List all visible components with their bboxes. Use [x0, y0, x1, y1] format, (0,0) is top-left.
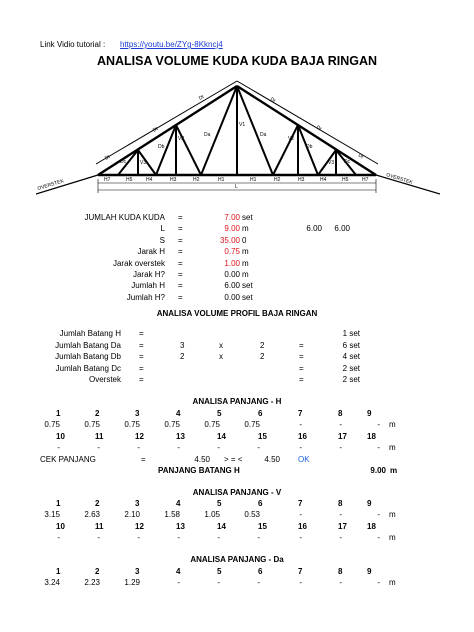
web-label-v2-right: V2	[288, 136, 295, 142]
grid-value: -	[57, 443, 60, 452]
grid-index: 8	[338, 499, 343, 508]
param-label: Jarak H?	[132, 270, 165, 279]
grid-index: 11	[95, 432, 104, 441]
param-label: Jarak overstek	[112, 258, 165, 268]
profil-row-total: 2 set	[342, 375, 360, 384]
profil-row-label: Jumlah Batang Da	[55, 340, 121, 350]
grid-index: 4	[176, 499, 181, 508]
profil-row-label: Jumlah Batang Dc	[55, 363, 121, 373]
profil-row-b: 2	[260, 340, 265, 350]
grid-value: 1.05	[204, 510, 220, 519]
grid-index: 7	[298, 567, 303, 576]
grid-value: -	[217, 578, 220, 587]
grid-index: 12	[135, 432, 144, 441]
param-eq: =	[178, 292, 183, 302]
grid-value: -	[217, 443, 220, 452]
profil-row-eq2: =	[299, 340, 304, 350]
grid-value: -	[377, 510, 380, 519]
param-label: Jumlah H?	[126, 292, 165, 302]
param-value: 7.00	[224, 213, 240, 222]
top-label-6: Dt	[356, 152, 365, 161]
grid-value: -	[377, 533, 380, 542]
panjang-da-title: ANALISA PANJANG - Da	[190, 555, 284, 564]
grid-index: 9	[367, 409, 372, 418]
grid-index: 3	[135, 499, 140, 508]
grid-value: 0.75	[44, 420, 60, 429]
grid-value: -	[137, 443, 140, 452]
grid-index: 15	[258, 432, 267, 441]
param-value: 9.00	[224, 224, 240, 234]
param-eq: =	[178, 270, 183, 279]
grid-index: 1	[56, 499, 61, 508]
param-value: 35.00	[219, 235, 240, 245]
param-value: 0.00	[224, 292, 240, 302]
param-unit: m	[242, 224, 249, 234]
panjang-batang-h-label: PANJANG BATANG H	[158, 466, 240, 475]
cek-panjang-eq: =	[141, 455, 146, 464]
cek-panjang-status: OK	[298, 455, 310, 464]
bottom-label-1: H7	[104, 177, 111, 183]
profil-row-eq: =	[139, 375, 144, 384]
top-label-4: Dt	[268, 96, 277, 105]
param-label: L	[160, 224, 165, 234]
param-unit: 0	[242, 235, 247, 245]
top-label-2: Dt	[151, 125, 160, 134]
grid-index: 2	[95, 409, 100, 418]
grid-index: 5	[217, 409, 222, 418]
grid-value: 3.15	[44, 510, 60, 519]
grid-value: 2.10	[124, 510, 140, 519]
grid-unit: m	[389, 533, 396, 542]
bottom-label-6: H1	[218, 177, 225, 183]
grid-value: -	[177, 443, 180, 452]
grid-index: 8	[338, 409, 343, 418]
param-label: Jumlah H	[131, 281, 165, 291]
grid-index: 1	[56, 409, 61, 418]
grid-value: -	[257, 533, 260, 542]
grid-index: 3	[135, 409, 140, 418]
param-unit: m	[242, 258, 249, 268]
grid-unit: m	[389, 420, 396, 429]
grid-value: -	[97, 533, 100, 542]
profil-row-eq2: =	[299, 352, 304, 361]
param-unit: set	[242, 281, 253, 291]
grid-index: 6	[258, 567, 263, 576]
bottom-label-7: H1	[250, 177, 257, 183]
grid-unit: m	[389, 578, 396, 587]
grid-value: -	[339, 443, 342, 452]
grid-index: 9	[367, 567, 372, 576]
profil-row-label: Overstek	[88, 375, 121, 384]
grid-value: -	[339, 420, 342, 429]
grid-value: -	[299, 443, 302, 452]
bottom-label-5: H2	[193, 177, 200, 183]
web-label-dc-right: Dc	[344, 159, 351, 165]
bottom-label-4: H3	[170, 177, 177, 183]
grid-value: -	[177, 533, 180, 542]
bottom-label-12: H7	[362, 177, 369, 183]
web-label-v2-left: V2	[178, 136, 185, 142]
grid-index: 17	[338, 432, 347, 441]
grid-index: 14	[217, 432, 226, 441]
param-extra: 6.00	[306, 224, 322, 234]
grid-index: 11	[95, 522, 104, 531]
grid-index: 18	[367, 522, 376, 531]
param-label: JUMLAH KUDA KUDA	[84, 213, 165, 222]
grid-index: 18	[367, 432, 376, 441]
param-unit: m	[242, 247, 249, 257]
cek-panjang-value-1: 4.50	[194, 455, 210, 464]
profil-row-total: 2 set	[342, 363, 360, 373]
grid-value: 0.75	[204, 420, 220, 429]
grid-index: 16	[298, 522, 307, 531]
rafter-outer-right	[237, 81, 378, 164]
grid-index: 10	[56, 432, 65, 441]
panjang-batang-h-unit: m	[390, 466, 398, 475]
grid-value: -	[377, 443, 380, 452]
video-link[interactable]: https://youtu.be/ZYg-8Kkncj4	[120, 40, 223, 49]
profil-row-eq: =	[139, 352, 144, 361]
grid-value: -	[299, 420, 302, 429]
web-label-da-left: Da	[204, 132, 211, 138]
diag-right-b	[273, 125, 298, 175]
profil-row-total: 1 set	[342, 329, 360, 338]
rafter-left	[98, 86, 237, 175]
grid-value: 0.75	[84, 420, 100, 429]
truss-diagram	[36, 76, 440, 200]
profil-row-eq2: =	[299, 375, 304, 384]
bottom-label-8: H2	[274, 177, 281, 183]
bottom-label-10: H4	[320, 177, 327, 183]
grid-index: 6	[258, 499, 263, 508]
diag-left-b	[176, 125, 201, 175]
grid-value: -	[339, 510, 342, 519]
grid-value: -	[257, 443, 260, 452]
video-link-label: Link Vidio tutorial :	[40, 40, 106, 49]
grid-value: -	[177, 578, 180, 587]
grid-value: -	[299, 510, 302, 519]
grid-index: 5	[217, 499, 222, 508]
grid-value: 2.63	[84, 510, 100, 519]
profil-row-a: 2	[180, 352, 185, 361]
bottom-label-3: H4	[146, 177, 153, 183]
bottom-label-2: H5	[126, 177, 133, 183]
web-label-v1: V1	[239, 122, 246, 128]
grid-index: 16	[298, 432, 307, 441]
grid-index: 7	[298, 409, 303, 418]
grid-index: 10	[56, 522, 65, 531]
grid-index: 9	[367, 499, 372, 508]
grid-index: 2	[95, 499, 100, 508]
profil-row-eq: =	[139, 329, 144, 338]
profil-row-total: 4 set	[342, 352, 360, 361]
grid-index: 6	[258, 409, 263, 418]
param-extra: 6.00	[334, 224, 350, 234]
cek-panjang-operator: > = <	[224, 455, 243, 464]
profil-title: ANALISA VOLUME PROFIL BAJA RINGAN	[156, 309, 318, 318]
profil-row-a: 3	[180, 340, 185, 350]
grid-index: 14	[217, 522, 226, 531]
param-value: 0.75	[224, 247, 240, 257]
param-eq: =	[178, 247, 183, 257]
grid-value: -	[257, 578, 260, 587]
grid-value: -	[97, 443, 100, 452]
grid-index: 17	[338, 522, 347, 531]
cek-panjang-label: CEK PANJANG	[40, 455, 96, 464]
grid-index: 4	[176, 409, 181, 418]
profil-row-x: x	[219, 352, 223, 361]
grid-value: -	[299, 533, 302, 542]
param-eq: =	[178, 224, 183, 234]
grid-value: -	[299, 578, 302, 587]
param-eq: =	[178, 213, 183, 222]
param-eq: =	[178, 281, 183, 291]
grid-value: 0.53	[244, 510, 260, 519]
param-value: 1.00	[224, 258, 240, 268]
panjang-v-title: ANALISA PANJANG - V	[192, 488, 282, 497]
grid-value: 2.23	[84, 578, 100, 587]
profil-row-b: 2	[260, 352, 265, 361]
profil-row-total: 6 set	[342, 340, 360, 350]
profil-row-label: Jumlah Batang H	[59, 329, 121, 338]
param-unit: set	[242, 292, 253, 302]
grid-value: -	[217, 533, 220, 542]
grid-value: -	[339, 533, 342, 542]
page-title: ANALISA VOLUME KUDA KUDA BAJA RINGAN	[96, 54, 378, 68]
grid-value: -	[339, 578, 342, 587]
web-label-dc-left: Dc	[120, 159, 127, 165]
grid-index: 15	[258, 522, 267, 531]
top-label-1: Dt	[103, 153, 112, 162]
grid-index: 8	[338, 567, 343, 576]
param-label: S	[159, 235, 165, 245]
top-label-3: Dt	[197, 93, 206, 102]
web-label-db-right: Db	[306, 144, 313, 150]
profil-row-eq: =	[139, 340, 144, 350]
web-label-v3-right: V3	[328, 160, 335, 166]
grid-index: 4	[176, 567, 181, 576]
grid-value: -	[137, 533, 140, 542]
grid-index: 13	[176, 522, 185, 531]
grid-unit: m	[389, 443, 396, 452]
param-label: Jarak H	[137, 247, 165, 257]
grid-index: 5	[217, 567, 222, 576]
bottom-label-11: H5	[342, 177, 349, 183]
profil-row-eq2: =	[299, 363, 304, 373]
bottom-label-9: H3	[298, 177, 305, 183]
param-eq: =	[178, 258, 183, 268]
param-eq: =	[178, 235, 183, 245]
web-label-v3-left: V3	[140, 160, 147, 166]
param-unit: m	[242, 270, 249, 279]
grid-index: 7	[298, 499, 303, 508]
profil-row-eq: =	[139, 363, 144, 373]
web-label-da-right: Da	[260, 132, 267, 138]
grid-value: -	[377, 578, 380, 587]
grid-value: 0.75	[124, 420, 140, 429]
param-value: 0.00	[224, 270, 240, 279]
rafter-right	[237, 86, 376, 175]
overstek-right-label: OVERSTEK	[385, 172, 414, 186]
grid-value: 0.75	[164, 420, 180, 429]
grid-index: 2	[95, 567, 100, 576]
param-unit: set	[242, 213, 253, 222]
rafter-outer-left	[96, 81, 237, 164]
grid-value: 0.75	[244, 420, 260, 429]
grid-value: 1.58	[164, 510, 180, 519]
grid-index: 12	[135, 522, 144, 531]
grid-value: -	[377, 420, 380, 429]
grid-index: 13	[176, 432, 185, 441]
grid-value: 3.24	[44, 578, 60, 587]
grid-value: 1.29	[124, 578, 140, 587]
panjang-h-title: ANALISA PANJANG - H	[192, 397, 282, 406]
web-label-db-left: Db	[158, 144, 165, 150]
profil-row-label: Jumlah Batang Db	[55, 352, 121, 361]
grid-value: -	[57, 533, 60, 542]
top-label-5: Dt	[314, 124, 323, 133]
cek-panjang-value-2: 4.50	[264, 455, 280, 464]
grid-index: 3	[135, 567, 140, 576]
grid-index: 1	[56, 567, 61, 576]
grid-unit: m	[389, 510, 396, 519]
panjang-batang-h-value: 9.00	[370, 466, 386, 475]
param-value: 6.00	[224, 281, 240, 291]
overstek-left-label: OVERSTEK	[36, 178, 65, 192]
span-label: L	[235, 184, 238, 190]
profil-row-x: x	[219, 340, 223, 350]
